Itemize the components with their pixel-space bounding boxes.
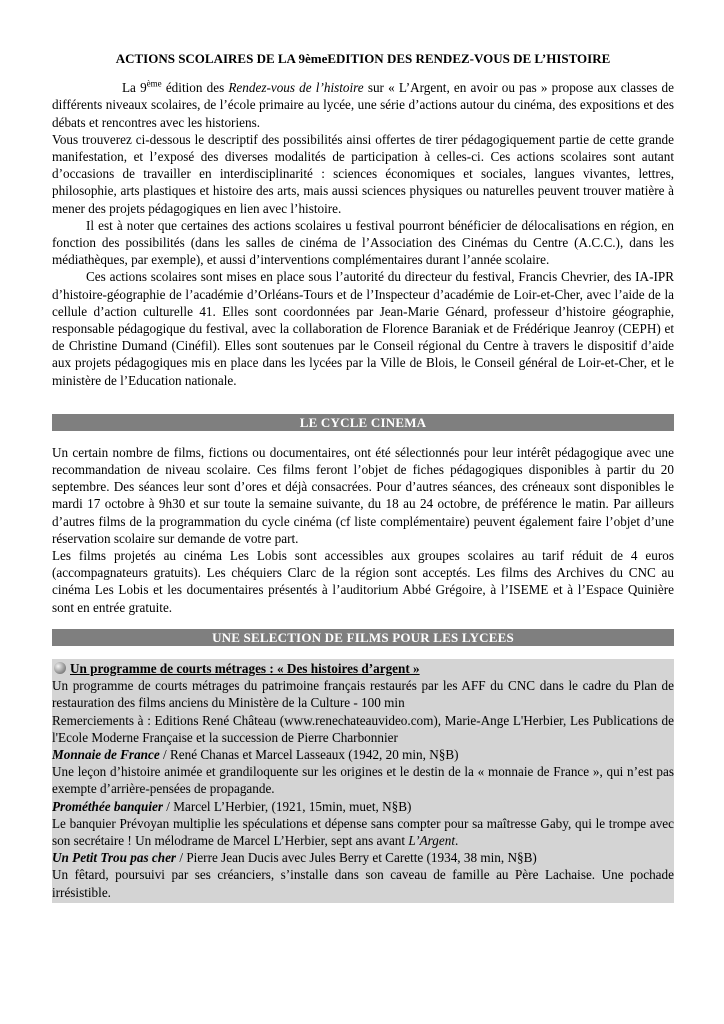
- film-title: Prométhée banquier: [52, 798, 163, 814]
- section-heading-cycle-cinema: LE CYCLE CINEMA: [52, 414, 674, 431]
- cycle-paragraph-1: Un certain nombre de films, fictions ou documentaires, ont été sélectionnés pour leur intérêt pédagogique avec une recommandation de niveau scolaire. Ces films feront l’objet de fiches pédagogiques disponibles à partir du 20 septembre. Des séances leur sont d’ores et déjà consacrées. Pour d’autres séances, des créneaux sont disponibles le mardi 17 octobre à 9h30 et sur toute la semaine suivante, du 18 au 24 octobre, de préférence le matin. Par ailleurs d’autres films de la programmation du cycle cinéma (cf liste complémentaire) peuvent également faire l’objet d’une réservation scolaire sur demande de votre part.: [52, 444, 674, 546]
- film-credits: / René Chanas et Marcel Lasseaux (1942, 20 min, N§B): [159, 746, 459, 762]
- film-description-2: [52, 815, 674, 849]
- film-title: Monnaie de France: [52, 746, 160, 762]
- intro-paragraph-3: Il est à noter que certaines des actions scolaires u festival pourront bénéficier de délocalisations en région, en fonction des possibilités (dans les salles de cinéma de l’Association des Cinémas du Centre (A.C.C.), dans les médiathèques, par exemple), et aussi d’interventions complémentaires durant l’année scolaire.: [52, 217, 674, 268]
- italic-title: Rendez-vous de l’histoire: [228, 80, 364, 96]
- films-box: [52, 659, 674, 903]
- film-entry-3: [52, 849, 674, 866]
- text-run: édition des: [161, 80, 229, 96]
- film-description-3: Un fêtard, poursuivi par ses créanciers, s’installe dans son caveau de famille au Père Lachaise. Une pochade irrésistible.: [52, 867, 674, 900]
- film-description-1: Une leçon d’histoire animée et grandiloquente sur les origines et le destin de la « monnaie de France », qui n’est pas exempte d’arrière-pensées de propagande.: [52, 764, 674, 797]
- film-entry-2: [52, 798, 674, 815]
- intro-paragraph-2: Vous trouverez ci-dessous le descriptif des possibilités ainsi offertes de tirer pédagogiquement partie de cette grande manifestation, et l’exposé des diverses modalités de participation à celles-ci. Ces actions scolaires sont autant d’occasions de travailler en interdisciplinarité : sciences économiques et sociales, langues vivantes, lettres, philosophie, arts plastiques et histoire des arts, mais aussi sciences physiques ou naturelles peuvent trouver matière à mener des projets pédagogiques en lien avec l’histoire.: [52, 131, 674, 216]
- text-run: .: [455, 832, 459, 848]
- text-run: Le banquier Prévoyan multiplie les spéculations et dépense sans compter pour sa maîtresse Gaby, qui le trompe avec son secrétaire ! Un mélodrame de Marcel L’Herbier, sept ans avant: [52, 815, 674, 848]
- program-title: Un programme de courts métrages : « Des histoires d’argent »: [70, 660, 420, 676]
- film-credits: / Pierre Jean Ducis avec Jules Berry et Carette (1934, 38 min, N§B): [176, 850, 537, 866]
- film-entry-1: [52, 746, 674, 763]
- intro-paragraph-4: Ces actions scolaires sont mises en place sous l’autorité du directeur du festival, Francis Chevrier, des IA-IPR d’histoire-géographie de l’académie d’Orléans-Tours et de l’Inspecteur d’académie de Loir-et-Cher, avec l’aide de la cellule d’action culturelle 41. Elles sont coordonnées par Jean-Marie Génard, professeur d’histoire géographie, responsable pédagogique du festival, avec la collaboration de Florence Baraniak et de Frédérique Jeanroy (CEPH) et de Christine Dumand (Cinéfil). Elles sont soutenues par le Conseil régional du Centre à travers le dispositif d’aide aux projets pédagogiques mis en place dans les lycées par la Ville de Blois, le Conseil général de Loir-et-Cher, et le ministère de l’Education nationale.: [52, 269, 674, 388]
- text-run: La 9: [122, 80, 147, 96]
- film-credits: / Marcel L’Herbier, (1921, 15min, muet, N§B): [163, 798, 412, 814]
- italic-title: L’Argent: [408, 832, 456, 848]
- superscript: ème: [146, 78, 162, 89]
- page-title: ACTIONS SCOLAIRES DE LA 9èmeEDITION DES RENDEZ-VOUS DE L’HISTOIRE: [115, 51, 611, 66]
- cycle-paragraph-2: Les films projetés au cinéma Les Lobis sont accessibles aux groupes scolaires au tarif réduit de 4 euros (accompagnateurs gratuits). Les chéquiers Clarc de la région sont acceptés. Les films des Archives du CNC au cinéma Les Lobis et les documentaires présentés à l’auditorium Abbé Grégoire, à l’ISEME et à l’Espace Quinière sont en entrée gratuite.: [52, 548, 674, 615]
- program-description: Un programme de courts métrages du patrimoine français restaurés par les AFF du CNC dans le cadre du Plan de restauration des films anciens du Ministère de la Culture - 100 min: [52, 678, 674, 711]
- program-thanks: Remerciements à : Editions René Château (www.renechateauvideo.com), Marie-Ange L'Herbier, Les Publications de l'Ecole Moderne Française et la succession de Pierre Charbonnier: [52, 712, 674, 745]
- section-heading-lycees: UNE SELECTION DE FILMS POUR LES LYCEES: [52, 629, 674, 646]
- program-heading: [52, 660, 674, 677]
- sphere-bullet-icon: [54, 662, 66, 674]
- intro-paragraph-1: [52, 79, 674, 131]
- film-title: Un Petit Trou pas cher: [52, 850, 177, 866]
- document-page: [52, 50, 674, 903]
- text-run: sur « L’Argent, en avoir ou pas » propose aux classes de différents niveaux scolaires, de l’école primaire au lycée, une série d’actions autour du cinéma, des expositions et des débats et rencontres avec les historiens.: [52, 80, 674, 130]
